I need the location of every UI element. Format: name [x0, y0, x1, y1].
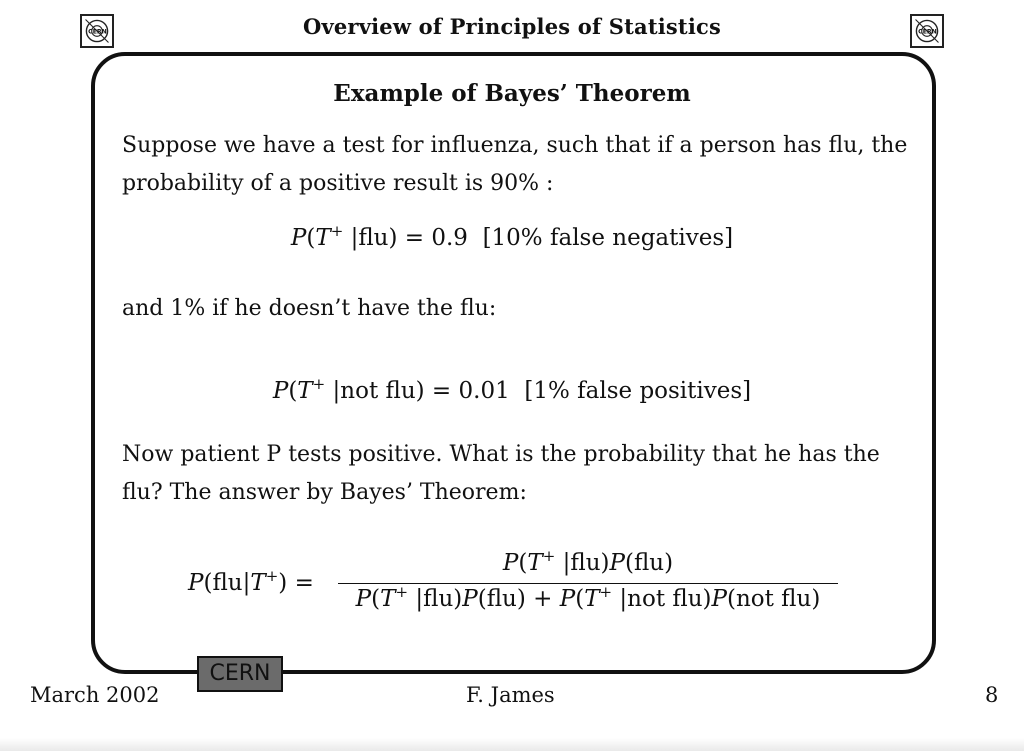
header-title: Overview of Principles of Statistics	[302, 14, 722, 39]
paragraph-question: Now patient P tests positive. What is the probability that he has the flu? The answer by Bayes’ Theorem:	[122, 442, 880, 505]
footer-date: March 2002	[30, 683, 160, 707]
bayes-numerator: P(T+ |flu)P(flu)	[502, 547, 674, 576]
footer-author: F. James	[466, 683, 555, 707]
equation-false-positive: P(T+ |not flu) = 0.01 [1% false positives]	[272, 375, 752, 404]
eq2-given: |not flu) = 0.01	[325, 378, 510, 404]
eq1-note: [10% false negatives]	[482, 225, 734, 251]
cern-badge: CERN	[197, 656, 283, 692]
bayes-fraction	[338, 547, 838, 612]
slide-title: Example of Bayes’ Theorem	[333, 80, 691, 107]
svg-text:CERN: CERN	[88, 28, 107, 36]
paragraph-intro: Suppose we have a test for influenza, such that if a person has flu, the probability of a positive result is 90% :	[122, 133, 908, 196]
bayes-denominator: P(T+ |flu)P(flu) + P(T+ |not flu)P(not flu)	[355, 583, 821, 612]
scan-edge	[0, 738, 1024, 751]
bayes-lhs: P(flu|T+) =	[188, 567, 314, 596]
fraction-bar	[338, 583, 838, 584]
eq2-note: [1% false positives]	[524, 378, 752, 404]
page-number: 8	[985, 683, 999, 707]
svg-text:CERN: CERN	[918, 28, 937, 36]
bayes-formula	[188, 547, 848, 620]
eq1-given: |flu) = 0.9	[343, 225, 468, 251]
paragraph-no-flu: and 1% if he doesn’t have the flu:	[122, 296, 497, 321]
cern-logo-right-icon	[910, 14, 944, 48]
equation-true-positive: P(T+ |flu) = 0.9 [10% false negatives]	[290, 222, 734, 251]
